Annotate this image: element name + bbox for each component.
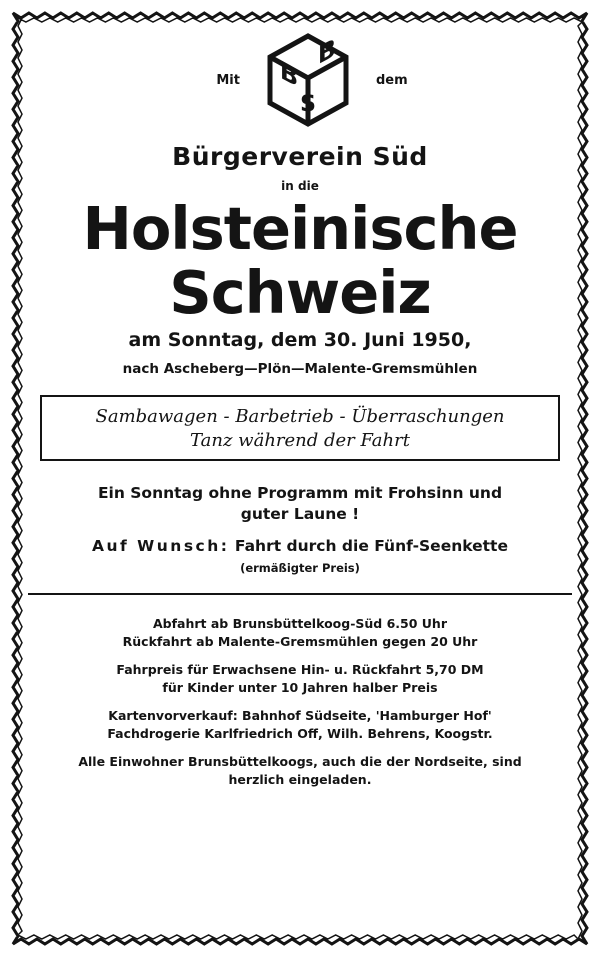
logo-letter-right: B	[317, 33, 337, 71]
divider	[28, 593, 572, 595]
times	[28, 615, 572, 651]
destination-line-1: Holsteinische	[82, 194, 518, 263]
fare-children: für Kinder unter 10 Jahren halber Preis	[162, 680, 438, 695]
closing-line-2: herzlich eingeladen.	[228, 772, 372, 787]
logo-word-left: Mit	[216, 72, 240, 88]
org-name: Bürgerverein Süd	[172, 142, 428, 171]
event-date: am Sonntag, dem 30. Juni 1950,	[128, 329, 472, 351]
presale-line-2: Fachdrogerie Karlfriedrich Off, Wilh. Behrens, Koogstr.	[107, 726, 493, 741]
presale	[28, 707, 572, 743]
return-time: Rückfahrt ab Malente-Gremsmühlen gegen 20 Uhr	[122, 634, 478, 649]
wish-text: Fahrt durch die Fünf-Seenkette	[234, 537, 508, 555]
presale-line-1: Kartenvorverkauf: Bahnhof Südseite, 'Hamburger Hof'	[108, 708, 492, 723]
slogan	[28, 483, 572, 525]
closing-line-1: Alle Einwohner Brunsbüttelkoogs, auch die der Nordseite, sind	[78, 754, 522, 769]
poster-content	[28, 32, 572, 789]
logo-word-right: dem	[375, 72, 408, 88]
wish-label: Auf Wunsch:	[92, 537, 230, 555]
closing-invitation	[28, 753, 572, 789]
logo-letter-left: B	[279, 55, 299, 94]
slogan-line-2: guter Laune !	[240, 505, 360, 523]
highlights-line-1: Sambawagen - Barbetrieb - Überraschungen	[95, 406, 505, 427]
trip-details	[28, 615, 572, 743]
destination-line-2: Schweiz	[169, 258, 431, 327]
slogan-line-1: Ein Sonntag ohne Programm mit Frohsinn und	[97, 484, 503, 502]
reduced-price-note: (ermäßigter Preis)	[240, 561, 360, 575]
departure-time: Abfahrt ab Brunsbüttelkoog-Süd 6.50 Uhr	[152, 616, 447, 631]
wish-line	[28, 537, 572, 555]
logo-letter-bottom: S	[300, 92, 316, 117]
into-text: in die	[281, 179, 319, 193]
highlights-line-2: Tanz während der Fahrt	[190, 430, 410, 451]
fares	[28, 661, 572, 697]
bbs-cube-logo	[266, 33, 350, 127]
highlights-box	[40, 395, 560, 461]
route: nach Ascheberg—Plön—Malente-Gremsmühlen	[122, 361, 478, 377]
logo-row	[52, 32, 572, 128]
poster	[10, 10, 590, 947]
fare-adults: Fahrpreis für Erwachsene Hin- u. Rückfahrt 5,70 DM	[116, 662, 484, 677]
